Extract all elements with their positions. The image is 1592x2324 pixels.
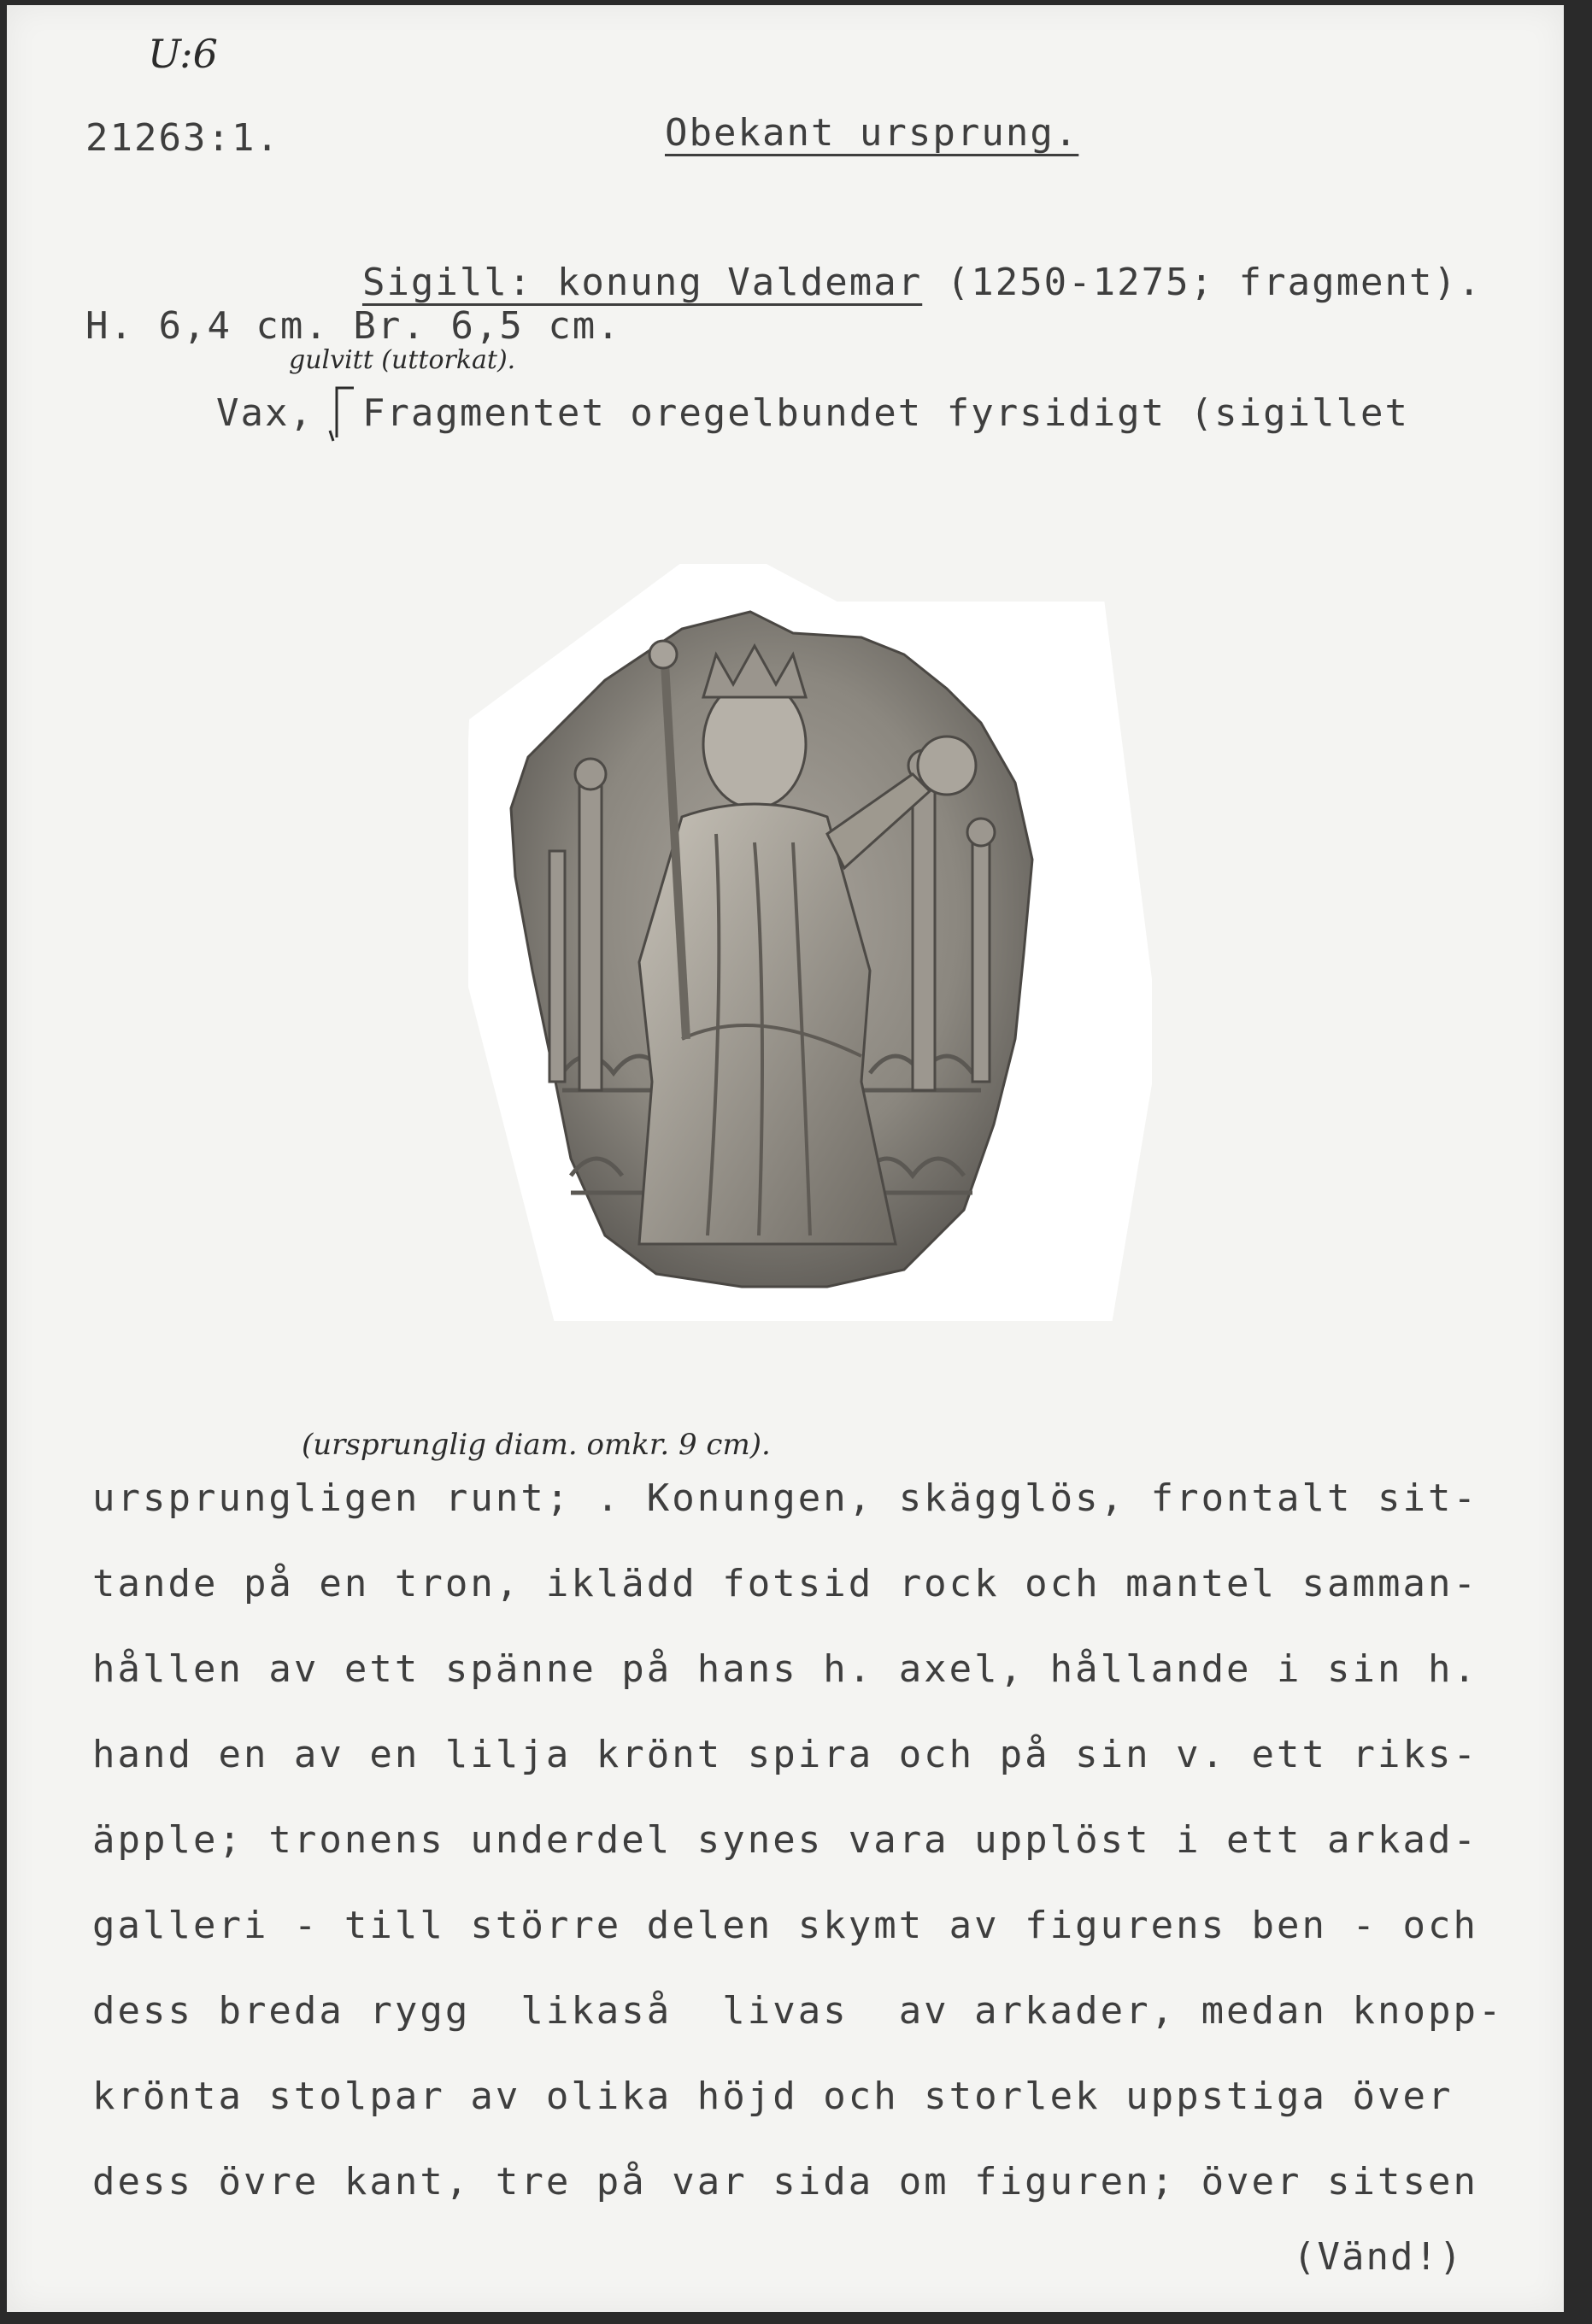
description-line-2: tande på en tron, iklädd fotsid rock och mantel samman-	[92, 1562, 1478, 1605]
handwritten-reference: U:6	[148, 31, 218, 77]
description-line-9: dess övre kant, tre på var sida om figuren; över sitsen	[92, 2160, 1478, 2204]
description-line-4: hand en av en lilja krönt spira och på sin v. ett riks-	[92, 1733, 1478, 1776]
object-title-dates: (1250-1275; fragment).	[922, 261, 1483, 304]
dimensions: H. 6,4 cm. Br. 6,5 cm.	[85, 304, 621, 348]
seal-image	[468, 560, 1152, 1321]
description-line-6: galleri - till större delen skymt av figurens ben - och	[92, 1904, 1478, 1947]
inventory-number: 21263:1.	[85, 116, 280, 160]
description-line-1: ursprungligen runt; . Konungen, skägglös, frontalt sit-	[92, 1476, 1478, 1520]
turn-over-note: (Vänd!)	[1293, 2235, 1464, 2279]
catalog-card	[7, 5, 1564, 2312]
origin-heading: Obekant ursprung.	[665, 111, 1079, 155]
description-line-8: krönta stolpar av olika höjd och storlek uppstiga över	[92, 2075, 1454, 2118]
description-line-5: äpple; tronens underdel synes vara upplöst i ett arkad-	[92, 1818, 1478, 1862]
description-line-7: dess breda rygg likaså livas av arkader, medan knopp-	[92, 1989, 1504, 2033]
handwritten-color-insert: gulvitt (uttorkat).	[289, 345, 516, 375]
orb	[918, 737, 976, 795]
seal-photograph	[468, 560, 1152, 1321]
description-line-3: hållen av ett spänne på hans h. axel, hållande i sin h.	[92, 1647, 1478, 1691]
king-head	[703, 680, 806, 808]
material-line: Vax, Fragmentet oregelbundet fyrsidigt (sigillet	[216, 391, 1410, 435]
handwritten-diameter-insert: (ursprunglig diam. omkr. 9 cm).	[302, 1428, 771, 1462]
insertion-caret-mark	[325, 381, 359, 449]
object-title-underlined: Sigill: konung Valdemar	[361, 261, 923, 304]
lily-finial	[649, 641, 677, 668]
